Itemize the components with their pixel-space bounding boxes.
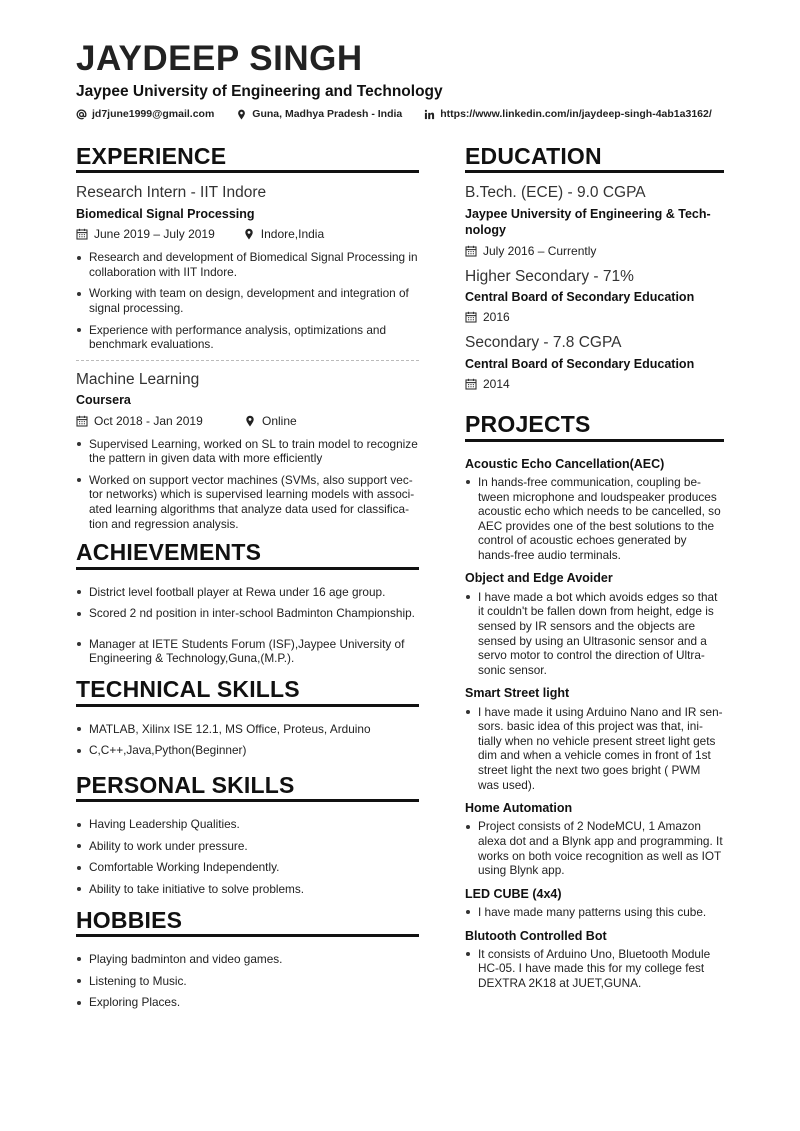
- list-item: Supervised Learning, worked on SL to train model to recognize the pattern in given data with more efficiently: [76, 437, 419, 466]
- education-school: Central Board of Secondary Education: [465, 356, 695, 371]
- list-item: Playing badminton and video games.: [76, 952, 419, 967]
- entry-divider: [76, 360, 419, 361]
- education-meta: [465, 244, 724, 258]
- education-meta: [465, 377, 724, 391]
- project-title: Home Automation: [465, 801, 573, 816]
- project-bullets: [465, 819, 724, 877]
- projects-section: [465, 411, 724, 990]
- list-item: Ability to work under pressure.: [76, 839, 419, 854]
- education-degree: Higher Secondary - 71%: [465, 267, 634, 285]
- education-school: Jaypee University of Engineering & Tech- nology: [465, 207, 711, 238]
- map-pin-icon: [243, 228, 255, 240]
- left-column: [76, 143, 419, 1017]
- map-pin-icon: [236, 109, 247, 120]
- contact-row: [76, 108, 712, 120]
- list-item: It consists of Arduino Uno, Bluetooth Module HC-05. I have made this for my college fest DEXTRA 2K18 at JUET,GUNA.: [465, 947, 724, 991]
- technical-skills-heading: TECHNICAL SKILLS: [76, 676, 419, 706]
- achievements-list: [76, 585, 419, 666]
- list-item: MATLAB, Xilinx ISE 12.1, MS Office, Proteus, Arduino: [76, 722, 419, 737]
- map-pin-icon: [244, 415, 256, 427]
- personal-skills-heading: PERSONAL SKILLS: [76, 772, 419, 802]
- hobbies-heading: HOBBIES: [76, 907, 419, 937]
- experience-meta: [76, 414, 419, 428]
- experience-heading: EXPERIENCE: [76, 143, 419, 173]
- experience-date: June 2019 – July 2019: [94, 227, 215, 242]
- list-item: Working with team on design, development and integration of signal processing.: [76, 286, 419, 315]
- linkedin-url: https://www.linkedin.com/in/jaydeep-singh-4ab1a3162/: [440, 108, 712, 120]
- experience-entry: [76, 371, 419, 531]
- education-degree: Secondary - 7.8 CGPA: [465, 334, 622, 352]
- list-item: In hands-free communication, coupling be- tween microphone and loudspeaker produces acoustic echo which needs to be cancelled, so AEC provides one of the best solutions to the control of acoustic echoes generated by hands-free audio terminals.: [465, 475, 724, 563]
- right-column: [465, 143, 724, 998]
- education-date: July 2016 – Currently: [483, 243, 597, 258]
- project-bullets: [465, 590, 724, 678]
- list-item: District level football player at Rewa under 16 age group.: [76, 585, 419, 600]
- hobbies-section: [76, 907, 419, 1010]
- project-title: LED CUBE (4x4): [465, 886, 562, 901]
- list-item: I have made many patterns using this cube.: [465, 905, 724, 920]
- project-title: Object and Edge Avoider: [465, 571, 613, 586]
- experience-role: Research Intern - IIT Indore: [76, 184, 267, 202]
- personal-skills-list: [76, 817, 419, 896]
- experience-meta: [76, 227, 419, 241]
- education-meta: [465, 310, 724, 324]
- list-item: C,C++,Java,Python(Beginner): [76, 743, 419, 758]
- tagline: Jaypee University of Engineering and Technology: [76, 83, 443, 100]
- project-bullets: [465, 947, 724, 991]
- achievements-heading: ACHIEVEMENTS: [76, 539, 419, 569]
- achievements-section: [76, 539, 419, 666]
- project-title: Acoustic Echo Cancellation(AEC): [465, 456, 665, 471]
- education-date: 2014: [483, 377, 510, 392]
- contact-location: [236, 108, 402, 120]
- hobbies-list: [76, 952, 419, 1010]
- list-item: Scored 2 nd position in inter-school Badminton Championship.: [76, 606, 419, 621]
- calendar-icon: [76, 415, 88, 427]
- education-heading: EDUCATION: [465, 143, 724, 173]
- experience-org: Coursera: [76, 393, 131, 408]
- list-item: Ability to take initiative to solve problems.: [76, 882, 419, 897]
- project-bullets: [465, 475, 724, 563]
- education-entry: [465, 184, 724, 257]
- project-bullets: [465, 905, 724, 920]
- experience-place: Online: [262, 413, 297, 428]
- contact-email[interactable]: [76, 108, 214, 120]
- list-item: I have made a bot which avoids edges so that it couldn't be fallen down from height, edge is sensed by IR sensors and the objects are sensed by using an Ultrasonic sensor and a servo motor to control the direction of Ultra- sonic sensor.: [465, 590, 724, 678]
- education-entry: [465, 268, 724, 325]
- contact-linkedin[interactable]: [424, 108, 712, 120]
- list-item: I have made it using Arduino Nano and IR sen- sors. basic idea of this project was that, ini- tially when no vehicle present street light gets dim and when a vehicle comes in front of 1st street light the next two goes bright ( PWM was used).: [465, 705, 724, 793]
- list-item: Listening to Music.: [76, 974, 419, 989]
- personal-skills-section: [76, 772, 419, 897]
- technical-skills-list: [76, 722, 419, 758]
- at-icon: [76, 109, 87, 120]
- location-text: Guna, Madhya Pradesh - India: [252, 108, 403, 120]
- list-item: Manager at IETE Students Forum (ISF),Jaypee University of Engineering & Technology,Guna,(M.P.).: [76, 637, 419, 666]
- email-text: jd7june1999@gmail.com: [92, 108, 215, 120]
- list-item: Project consists of 2 NodeMCU, 1 Amazon alexa dot and a Blynk app and programming. It works on both voice recognition as well as IOT using Blynk app.: [465, 819, 724, 877]
- calendar-icon: [465, 378, 477, 390]
- projects-heading: PROJECTS: [465, 411, 724, 441]
- experience-bullets: [76, 250, 419, 352]
- experience-section: [76, 143, 419, 531]
- calendar-icon: [465, 245, 477, 257]
- list-item: Experience with performance analysis, optimizations and benchmark evaluations.: [76, 323, 419, 352]
- education-school: Central Board of Secondary Education: [465, 290, 695, 305]
- calendar-icon: [76, 228, 88, 240]
- list-item: Research and development of Biomedical Signal Processing in collaboration with IIT Indore.: [76, 250, 419, 279]
- experience-date: Oct 2018 - Jan 2019: [94, 413, 203, 428]
- calendar-icon: [465, 311, 477, 323]
- education-date: 2016: [483, 310, 510, 325]
- project-title: Smart Street light: [465, 686, 570, 701]
- list-item: Worked on support vector machines (SVMs, also support vec- tor networks) which is supervised learning models with associ- ated learning algorithms that analyze data used for classifica- tion and regression analysis.: [76, 473, 419, 531]
- experience-bullets: [76, 437, 419, 532]
- candidate-name: JAYDEEP SINGH: [76, 39, 363, 78]
- project-bullets: [465, 705, 724, 793]
- project-title: Blutooth Controlled Bot: [465, 928, 607, 943]
- education-section: [465, 143, 724, 391]
- list-item: Exploring Places.: [76, 995, 419, 1010]
- technical-skills-section: [76, 676, 419, 758]
- experience-role: Machine Learning: [76, 370, 200, 388]
- linkedin-icon: [424, 109, 435, 120]
- list-item: Comfortable Working Independently.: [76, 860, 419, 875]
- education-degree: B.Tech. (ECE) - 9.0 CGPA: [465, 184, 646, 202]
- experience-entry: [76, 184, 419, 351]
- experience-place: Indore,India: [260, 227, 325, 242]
- education-entry: [465, 334, 724, 391]
- experience-org: Biomedical Signal Processing: [76, 207, 255, 222]
- list-item: Having Leadership Qualities.: [76, 817, 419, 832]
